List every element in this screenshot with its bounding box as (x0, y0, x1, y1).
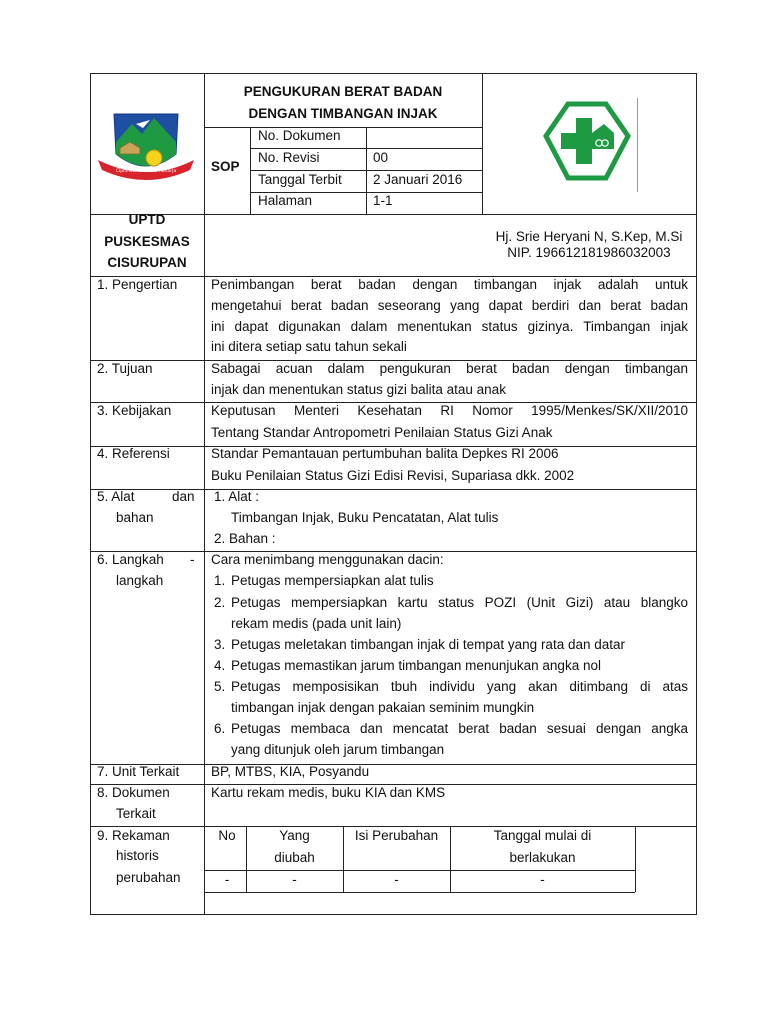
table-left-border (90, 73, 91, 914)
alat-line-1: 1. Alat : (214, 489, 260, 504)
sop-title-line-1: PENGUKURAN BERAT BADAN (243, 84, 443, 99)
dokumen-terkait-value: Kartu rekam medis, buku KIA dan KMS (211, 785, 446, 800)
section-label-unit-terkait: 7. Unit Terkait (97, 764, 180, 779)
institution-line-1: UPTD (128, 212, 166, 227)
table-right-border (696, 73, 697, 914)
step-line: Petugas meletakan timbangan injak di tempat yang rata dan datar (231, 637, 625, 652)
signatory-name: Hj. Srie Heryani N, S.Kep, M.Si (495, 229, 683, 244)
pengertian-line-1: Penimbangan berat badan dengan timbangan injak adalah untuk (211, 277, 688, 292)
section-label-rekaman-perubahan: perubahan (116, 870, 181, 885)
alat-line-3: 2. Bahan : (214, 531, 276, 546)
referensi-line-2: Buku Penilaian Status Gizi Edisi Revisi, Supariasa dkk. 2002 (211, 468, 575, 483)
section-label-langkah-2: langkah (116, 573, 164, 588)
step-line: timbangan injak dengan pakaian seminim mungkin (231, 700, 535, 715)
history-col-line-4 (635, 826, 636, 892)
history-bottom-line (204, 892, 635, 893)
step-line: Petugas memposisikan tbuh individu yang akan ditimbang di atas (231, 679, 688, 694)
district-emblem-logo (96, 108, 196, 180)
doc-field-label-tanggal-terbit: Tanggal Terbit (258, 172, 342, 187)
step-line: rekam medis (pada unit lain) (231, 616, 402, 631)
section-label-alat: 5. Alat (97, 489, 135, 504)
history-header-yang: Yang (279, 828, 310, 843)
doc-field-value-tanggal-terbit: 2 Januari 2016 (373, 172, 463, 187)
step-number: 6. (214, 721, 226, 736)
kebijakan-line-2: Tentang Standar Antropometri Penilaian Status Gizi Anak (211, 425, 553, 440)
section-label-langkah-dash: - (190, 552, 195, 567)
label-column-divider (204, 73, 205, 914)
pengertian-line-4: ini ditera setiap satu tahun sekali (211, 339, 407, 354)
institution-line-3: CISURUPAN (107, 255, 187, 270)
step-line: Petugas mempersiapkan kartu status POZI (Unit Gizi) atau blangko (231, 595, 688, 610)
step-number: 3. (214, 637, 226, 652)
table-top-border (90, 73, 697, 74)
section-label-pengertian: 1. Pengertian (97, 277, 178, 292)
institution-line-2: PUSKESMAS (104, 234, 190, 249)
step-line: Petugas mempersiapkan alat tulis (231, 573, 434, 588)
section-label-kebijakan: 3. Kebijakan (97, 403, 172, 418)
header-right-divider (482, 73, 483, 214)
pengertian-line-3: ini dapat digunakan dalam menentukan status gizinya. Timbangan injak (211, 319, 688, 334)
section-label-referensi: 4. Referensi (97, 446, 170, 461)
step-line: yang ditunjuk oleh jarum timbangan (231, 742, 445, 757)
step-line: Petugas memastikan jarum timbangan menunjukan angka nol (231, 658, 601, 673)
doc-field-label-no-dokumen: No. Dokumen (258, 128, 341, 143)
section-label-rekaman: 9. Rekaman (97, 828, 170, 843)
section-label-dokumen: 8. Dokumen (97, 785, 170, 800)
step-number: 4. (214, 658, 226, 673)
alat-line-2: Timbangan Injak, Buku Pencatatan, Alat tulis (231, 510, 499, 525)
history-cell-isi-perubahan: - (394, 872, 399, 887)
doc-field-label-no-revisi: No. Revisi (258, 150, 320, 165)
history-header-no: No (218, 828, 236, 843)
history-cell-yang-diubah: - (292, 872, 297, 887)
history-cell-tanggal: - (540, 872, 545, 887)
step-number: 2. (214, 595, 226, 610)
row-line-unit (90, 764, 697, 765)
emblem-ribbon-text: Cipta Darma Kerta Raharja (115, 169, 177, 174)
step-number: 5. (214, 679, 226, 694)
step-line: Petugas membaca dan mencatat berat badan sesuai dengan angka (231, 721, 688, 736)
title-divider (204, 127, 482, 128)
kebijakan-line-1: Keputusan Menteri Kesehatan RI Nomor 1995/Menkes/SK/XII/2010 (211, 403, 688, 418)
history-header-isi-perubahan: Isi Perubahan (354, 828, 439, 843)
table-bottom-border (90, 914, 697, 915)
section-label-tujuan: 2. Tujuan (97, 361, 153, 376)
section-label-dokumen-terkait: Terkait (116, 806, 156, 821)
sop-label: SOP (211, 159, 240, 174)
sop-title-line-2: DENGAN TIMBANGAN INJAK (248, 106, 438, 121)
puskesmas-logo (542, 100, 632, 182)
langkah-intro: Cara menimbang menggunakan dacin: (211, 552, 444, 567)
tujuan-line-2: injak dan menentukan status gizi balita atau anak (211, 382, 506, 397)
signatory-nip: NIP. 196612181986032003 (507, 245, 671, 260)
section-label-alat-dan: dan (172, 489, 195, 504)
section-label-rekaman-historis: historis (116, 848, 159, 863)
logo-side-rule (637, 98, 638, 192)
section-label-alat-bahan: bahan (116, 510, 154, 525)
unit-terkait-value: BP, MTBS, KIA, Posyandu (211, 764, 370, 779)
history-cell-no: - (224, 872, 230, 887)
pengertian-line-2: mengetahui berat badan seseorang yang dapat berdiri dan berat badan (211, 298, 688, 313)
history-header-berlakukan: berlakukan (509, 850, 576, 865)
referensi-line-1: Standar Pemantauan pertumbuhan balita Depkes RI 2006 (211, 446, 559, 461)
doc-field-label-halaman: Halaman (258, 193, 313, 208)
doc-field-value-halaman: 1-1 (373, 193, 393, 208)
doc-field-value-no-revisi: 00 (373, 150, 389, 165)
tujuan-line-1: Sabagai acuan dalam pengukuran berat badan dengan timbangan (211, 361, 688, 376)
history-header-diubah: diubah (274, 850, 315, 865)
step-number: 1. (214, 573, 226, 588)
section-label-langkah: 6. Langkah (97, 552, 164, 567)
history-header-tanggal: Tanggal mulai di (493, 828, 592, 843)
